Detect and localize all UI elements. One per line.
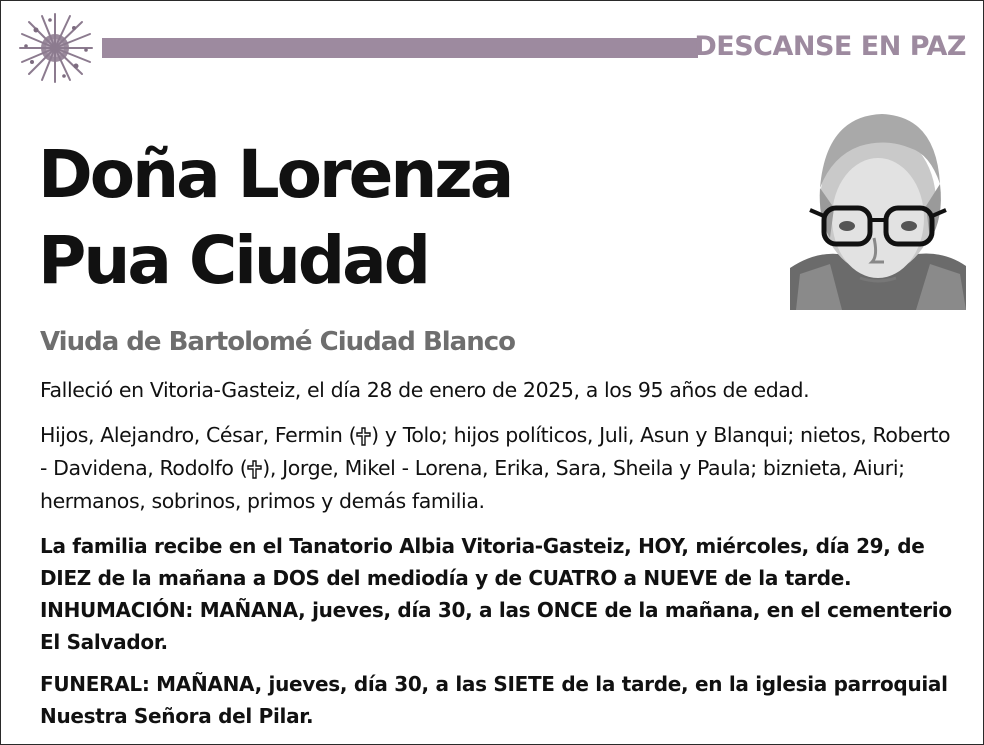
obituary-body <box>40 374 960 742</box>
flower-emblem-icon <box>14 10 96 86</box>
widow-of: Viuda de Bartolomé Ciudad Blanco <box>40 327 515 357</box>
header-bar <box>102 38 698 58</box>
wake-info: La familia recibe en el Tanatorio Albia Vitoria-Gasteiz, HOY, miércoles, día 29, de DIEZ de la mañana a DOS del mediodía y de CUATRO a NUEVE de la tarde. INHUMACIÓN: MAÑANA, jueves, día 30, a las ONCE de la mañana, en el cementerio El Salvador. <box>40 534 952 654</box>
funeral-info: FUNERAL: MAÑANA, jueves, día 30, a las SIETE de la tarde, en la iglesia parroquial Nuestra Señora del Pilar. <box>40 672 948 728</box>
family-text-1: Hijos, Alejandro, César, Fermin ( <box>40 423 357 447</box>
header-tagline: DESCANSE EN PAZ <box>694 31 966 62</box>
family-text-2: ) y Tolo; hijos políticos, Juli, Asun y Blanqui; nietos, Roberto - Davidena, Rodolfo ( <box>40 423 951 480</box>
death-notice: Falleció en Vitoria-Gasteiz, el día 28 de enero de 2025, a los 95 años de edad. <box>40 378 810 402</box>
cross-icon <box>247 460 262 479</box>
name-line-2: Pua Ciudad <box>38 222 428 299</box>
header <box>14 10 972 88</box>
deceased-name <box>38 132 511 304</box>
family-list <box>40 419 960 518</box>
name-line-1: Doña Lorenza <box>38 136 512 213</box>
portrait-photo-icon <box>790 98 966 310</box>
cross-icon <box>356 427 371 446</box>
family-text-3: ), Jorge, Mikel - Lorena, Erika, Sara, Sheila y Paula; biznieta, Aiuri; hermanos, sobrinos, primos y demás familia. <box>40 456 905 513</box>
